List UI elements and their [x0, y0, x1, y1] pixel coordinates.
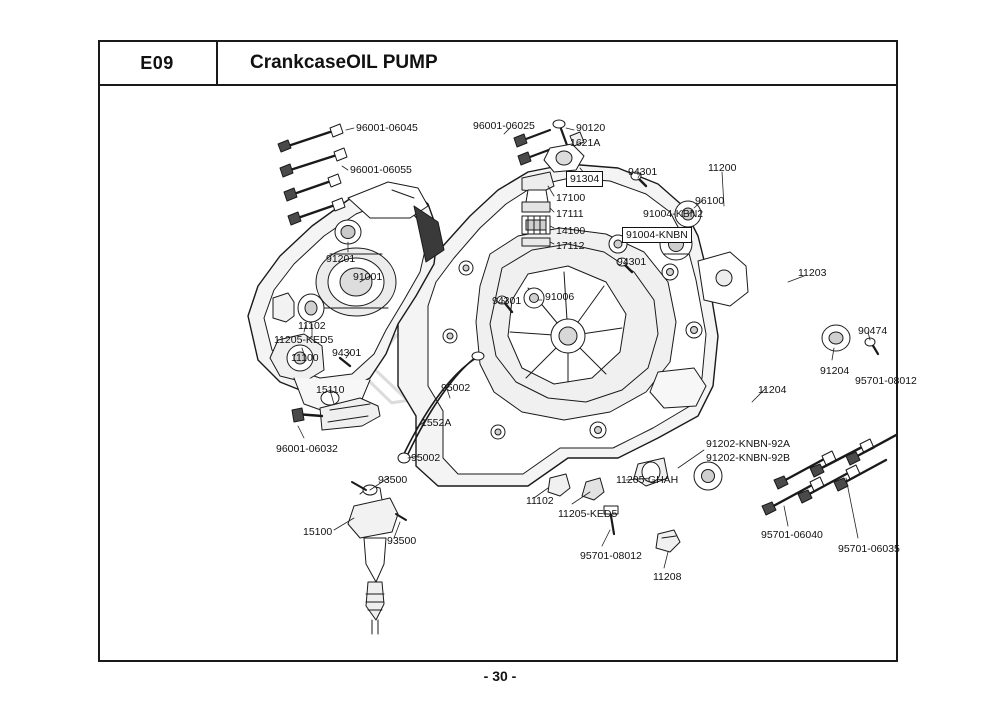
part-label: 90474 — [858, 325, 888, 337]
part-label: 94301 — [332, 347, 362, 359]
part-label: 94301 — [617, 256, 647, 268]
part-label: 1552A — [421, 417, 452, 429]
part-label: 95701-08012 — [855, 375, 917, 387]
part-label: 93500 — [387, 535, 417, 547]
part-label: 95701-06040 — [761, 529, 823, 541]
part-label: 96100 — [695, 195, 725, 207]
section-code: E09 — [140, 52, 174, 73]
part-label: 11205-GHAH — [616, 474, 679, 486]
part-label: 11102 — [526, 495, 554, 507]
page-title: CrankcaseOIL PUMP — [250, 52, 438, 73]
part-label: 91004-KBN2 — [643, 208, 704, 220]
part-label: 1621A — [570, 137, 601, 149]
part-label: 95002 — [441, 382, 471, 394]
part-label: 17112 — [556, 240, 585, 252]
header-band — [98, 40, 898, 86]
part-label: 11205-KED5 — [558, 508, 618, 520]
part-label: 90120 — [576, 122, 606, 134]
part-label: 11200 — [708, 162, 737, 174]
part-label: 11203 — [798, 267, 827, 279]
part-label: 91204 — [820, 365, 850, 377]
part-label: 91202-KNBN-92B — [706, 452, 791, 464]
exploded-diagram — [98, 86, 917, 662]
part-label: 17111 — [556, 208, 584, 220]
part-label: 15100 — [303, 526, 333, 538]
part-label: 94301 — [492, 295, 522, 307]
part-label: 96001-06055 — [350, 164, 412, 176]
page-number: - 30 - — [483, 668, 517, 684]
part-label: 95701-06035 — [838, 543, 900, 555]
part-label: 11204 — [758, 384, 787, 396]
part-label: 14100 — [556, 225, 586, 237]
part-label: 96001-06032 — [276, 443, 338, 455]
part-label: 91201 — [326, 253, 356, 265]
part-label: 11205-KED5 — [274, 334, 334, 346]
part-label: 11102 — [298, 320, 326, 332]
part-label: 91001 — [353, 271, 383, 283]
part-label: 93500 — [378, 474, 408, 486]
part-label: 91202-KNBN-92A — [706, 438, 791, 450]
part-label-boxed: 91004-KNBN — [622, 227, 692, 243]
part-label: 94301 — [628, 166, 658, 178]
section-code-cell — [98, 40, 218, 86]
diagram-svg — [98, 86, 898, 662]
part-label: 91006 — [545, 291, 575, 303]
part-label: 96001-06025 — [473, 120, 535, 132]
part-label: 17100 — [556, 192, 586, 204]
part-label: 11208 — [653, 571, 682, 583]
part-label: 11100 — [291, 352, 319, 364]
part-label-boxed: 91304 — [566, 171, 603, 187]
part-label: 15110 — [316, 384, 345, 396]
part-label: 95701-08012 — [580, 550, 642, 562]
part-label: 95002 — [411, 452, 441, 464]
part-label: 96001-06045 — [356, 122, 418, 134]
